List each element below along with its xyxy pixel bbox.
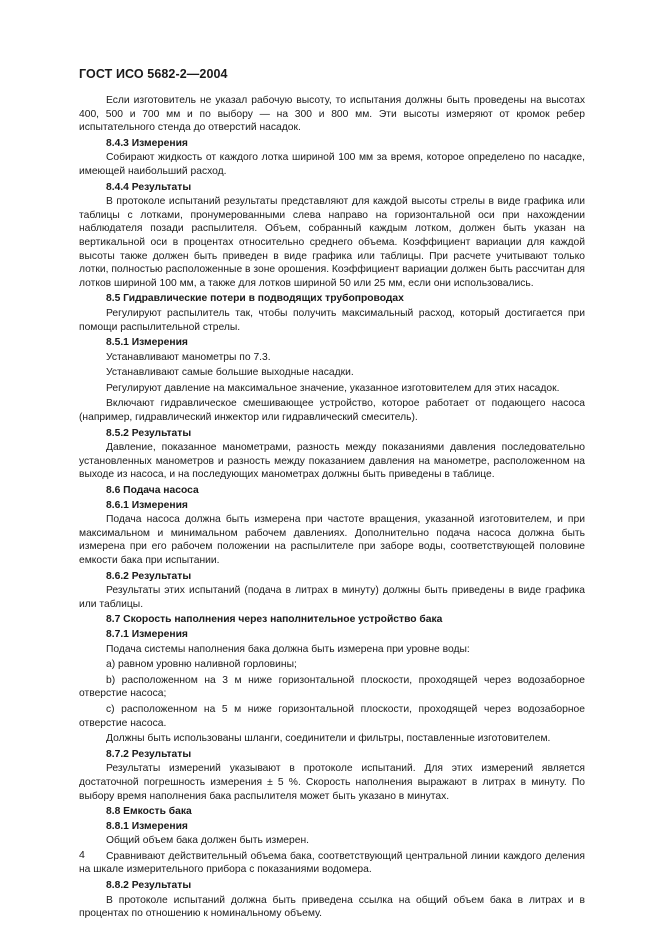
paragraph: Собирают жидкость от каждого лотка шириной 100 мм за время, которое определено по насадке, имеющей наибольший расход. [79, 152, 585, 177]
section-heading: 8.4.3 Измерения [106, 137, 188, 149]
paragraph: Должны быть использованы шланги, соединители и фильтры, поставленные изготовителем. [106, 733, 551, 745]
section-heading: 8.6.1 Измерения [106, 499, 188, 511]
section-heading: 8.5.2 Результаты [106, 427, 192, 439]
section-heading: 8.6.2 Результаты [106, 570, 192, 582]
section-heading: 8.7.2 Результаты [106, 748, 192, 760]
paragraph: В протоколе испытаний должна быть приведена ссылка на общий объем бака в литрах и в процентах по отношению к номинальному объему. [79, 894, 585, 920]
paragraph: Общий объем бака должен быть измерен. [106, 835, 310, 847]
document-header: ГОСТ ИСО 5682-2—2004 [79, 67, 228, 81]
page-number: 4 [79, 849, 85, 861]
paragraph: Включают гидравлическое смешивающее устройство, которое работает от подающего насоса (например, гидравлический инжектор или гидравлический смеситель). [79, 398, 585, 424]
section-heading: 8.5.1 Измерения [106, 337, 188, 349]
section-heading: 8.8 Емкость бака [106, 806, 192, 818]
paragraph: Подача системы наполнения бака должна быть измерена при уровне воды: [106, 643, 470, 655]
document-body [79, 94, 585, 923]
paragraph: Давление, показанное манометрами, разность между показаниями давления последовательно установленных манометров и разность между показанием давления на манометре, расположенном на выходе из насоса, и на последующих манометрах должны быть приведены в таблице. [79, 442, 585, 481]
section-heading: 8.4.4 Результаты [106, 181, 192, 193]
paragraph: a) равном уровню наливной горловины; [106, 659, 297, 671]
paragraph: Регулируют давление на максимальное значение, указанное изготовителем для этих насадок. [106, 382, 560, 394]
paragraph: В протоколе испытаний результаты представляют для каждой высоты стрелы в виде графика или таблицы с лотками, пронумерованными слева направо на горизонтальной оси при нахождении наблюдателя позади распылителя. Объем, собранный каждым лотком, должен быть указан на вертикальной оси в процентах относительно среднего объема. Коэффициент вариации для каждой высоты также должен быть приведен в виде графика или таблицы. При расчете учитывают только лотки, полностью расположенные в зоне орошения. Коэффициент вариации должен быть рассчитан для лотков шириной 100 мм, а также для лотков шириной 50 или 25 мм, если они использовались. [79, 196, 585, 289]
paragraph: Результаты измерений указывают в протоколе испытаний. Для этих измерений является достаточной погрешность измерения ± 5 %. Скорость наполнения выражают в литрах в минуту. По выбору время наполнения бака распылителя может быть указано в минутах. [79, 763, 585, 802]
section-heading: 8.7.1 Измерения [106, 628, 188, 640]
paragraph: b) расположенном на 3 м ниже горизонтальной плоскости, проходящей через водозаборное отверстие насоса; [79, 674, 585, 700]
paragraph: Подача насоса должна быть измерена при частоте вращения, указанной изготовителем, и при максимальном и минимальном рабочем давлениях. Дополнительно подача насоса должна быть измерена при его рабочем положении на распылителе при заборе воды, соответствующей половине емкости бака при испытании. [79, 514, 585, 566]
section-heading: 8.6 Подача насоса [106, 485, 199, 497]
section-heading: 8.5 Гидравлические потери в подводящих трубопроводах [106, 293, 404, 305]
paragraph: Сравнивают действительный объема бака, соответствующий центральной линии каждого деления на шкале измерительного прибора с показаниями водомера. [79, 850, 585, 876]
section-heading: 8.8.1 Измерения [106, 820, 188, 832]
paragraph: Регулируют распылитель так, чтобы получить максимальный расход, который достигается при помощи распылительной стрелы. [79, 307, 585, 333]
paragraph: Результаты этих испытаний (подача в литрах в минуту) должны быть приведены в виде графика или таблицы. [79, 585, 585, 610]
paragraph: Устанавливают самые большие выходные насадки. [106, 367, 354, 379]
paragraph: Устанавливают манометры по 7.3. [106, 351, 271, 363]
paragraph: c) расположенном на 5 м ниже горизонтальной плоскости, проходящей через водозаборное отверстие насоса. [79, 703, 585, 729]
section-heading: 8.8.2 Результаты [106, 880, 192, 892]
paragraph: Если изготовитель не указал рабочую высоту, то испытания должны быть проведены на высотах 400, 500 и 700 мм и по выбору — на 300 и 800 мм. Эти высоты измеряют от кромок ребер испытательного стенда до отверстий насадок. [79, 95, 585, 134]
section-heading: 8.7 Скорость наполнения через наполнительное устройство бака [106, 614, 443, 626]
